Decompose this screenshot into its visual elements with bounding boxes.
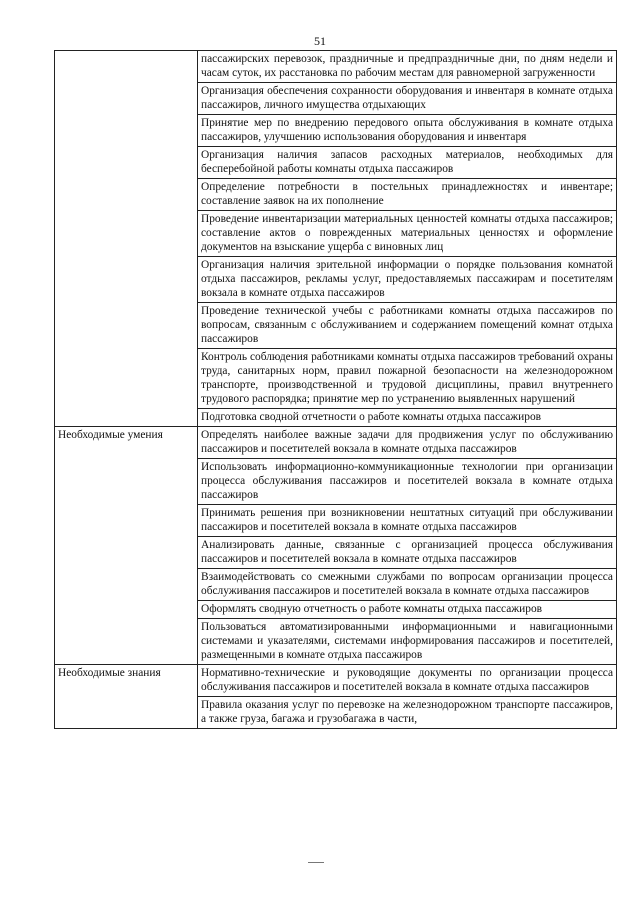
- requirements-table: [54, 50, 617, 729]
- category-cell-knowledge: [55, 665, 198, 729]
- table-cell: Проведение инвентаризации материальных ценностей комнаты отдыха пассажиров; составление актов о поврежденных материальных ценностях и оформление документов на взыскание ущерба с виновных лиц: [198, 211, 617, 257]
- table-cell: Оформлять сводную отчетность о работе комнаты отдыха пассажиров: [198, 601, 617, 619]
- category-label: Необходимые знания: [58, 667, 161, 679]
- category-label: Необходимые умения: [58, 429, 163, 441]
- table-cell: Организация обеспечения сохранности оборудования и инвентаря в комнате отдыха пассажиров, личного имущества отдыхающих: [198, 83, 617, 115]
- category-cell-labor-actions: [55, 51, 198, 427]
- table-cell: Использовать информационно-коммуникационные технологии при организации процесса обслуживания пассажиров и посетителей вокзала в комнате отдыха пассажиров: [198, 459, 617, 505]
- category-cell-skills: [55, 427, 198, 665]
- table-cell: Принимать решения при возникновении нештатных ситуаций при обслуживании пассажиров и посетителей вокзала в комнате отдыха пассажиров: [198, 505, 617, 537]
- table-row: [55, 665, 617, 697]
- table-row: [55, 427, 617, 459]
- scan-mark: [308, 862, 324, 863]
- table-cell: Проведение технической учебы с работниками комнаты отдыха пассажиров по вопросам, связанным с обслуживанием и содержанием помещений комнат отдыха пассажиров: [198, 303, 617, 349]
- table-cell: пассажирских перевозок, праздничные и предпраздничные дни, по дням недели и часам суток, их расстановка по рабочим местам для равномерной загруженности: [198, 51, 617, 83]
- table-cell: Определять наиболее важные задачи для продвижения услуг по обслуживанию пассажиров и посетителей вокзала в комнате отдыха пассажиров: [198, 427, 617, 459]
- table-cell: Принятие мер по внедрению передового опыта обслуживания в комнате отдыха пассажиров, улучшению использования оборудования и инвентаря: [198, 115, 617, 147]
- table-cell: Организация наличия запасов расходных материалов, необходимых для бесперебойной работы комнаты отдыха пассажиров: [198, 147, 617, 179]
- table-cell: Организация наличия зрительной информации о порядке пользования комнатой отдыха пассажиров, рекламы услуг, предоставляемых пассажирам и посетителям вокзала в комнате отдыха пассажиров: [198, 257, 617, 303]
- table-row: [55, 51, 617, 83]
- table-cell: Пользоваться автоматизированными информационными и навигационными системами и указателями, системами информирования пассажиров и посетителей, размещенными в комнате отдыха пассажиров: [198, 619, 617, 665]
- table-cell: Подготовка сводной отчетности о работе комнаты отдыха пассажиров: [198, 409, 617, 427]
- page-number: 51: [314, 34, 326, 48]
- table-cell: Определение потребности в постельных принадлежностях и инвентаре; составление заявок на их пополнение: [198, 179, 617, 211]
- table-cell: Взаимодействовать со смежными службами по вопросам организации процесса обслуживания пассажиров и посетителей вокзала в комнате отдыха пассажиров: [198, 569, 617, 601]
- table-cell: Нормативно-технические и руководящие документы по организации процесса обслуживания пассажиров и посетителей вокзала в комнате отдыха пассажиров: [198, 665, 617, 697]
- table-cell: Контроль соблюдения работниками комнаты отдыха пассажиров требований охраны труда, санитарных норм, правил пожарной безопасности на железнодорожном транспорте, производственной и трудовой дисциплины, правил внутреннего трудового распорядка; принятие мер по устранению выявленных нарушений: [198, 349, 617, 409]
- table-cell: Правила оказания услуг по перевозке на железнодорожном транспорте пассажиров, а также груза, багажа и грузобагажа в части,: [198, 697, 617, 729]
- table-cell: Анализировать данные, связанные с организацией процесса обслуживания пассажиров и посетителей вокзала в комнате отдыха пассажиров: [198, 537, 617, 569]
